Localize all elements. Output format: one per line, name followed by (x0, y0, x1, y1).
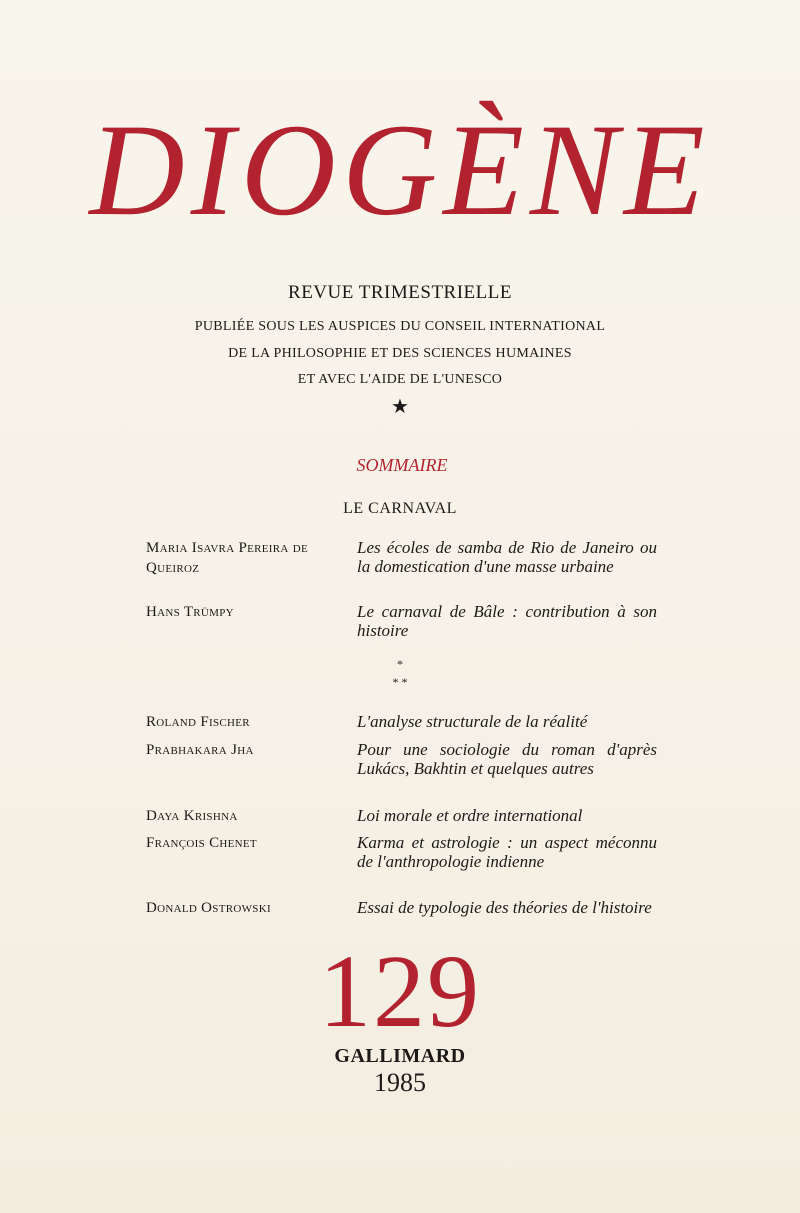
journal-title: DIOGÈNE (89, 96, 711, 243)
contents-author: François Chenet (146, 835, 257, 851)
contents-title: Karma et astrologie : un aspect méconnu de l'anthropologie indienne (357, 833, 657, 871)
publication-line-2: DE LA PHILOSOPHIE ET DES SCIENCES HUMAINES (228, 346, 572, 361)
star-icon: ★ (391, 396, 409, 418)
journal-subtitle: REVUE TRIMESTRIELLE (288, 282, 512, 303)
publication-line-1: PUBLIÉE SOUS LES AUSPICES DU CONSEIL INTERNATIONAL (194, 319, 606, 334)
contents-author: Roland Fischer (146, 714, 250, 730)
publication-year: 1985 (374, 1068, 426, 1097)
sommaire-heading: SOMMAIRE (356, 455, 448, 475)
contents-title: L'analyse structurale de la réalité (357, 712, 588, 731)
publisher-name: GALLIMARD (334, 1045, 466, 1067)
contents-author: Maria Isavra Pereira de Queiroz (146, 540, 308, 576)
issue-theme: LE CARNAVAL (343, 500, 457, 517)
contents-title: Pour une sociologie du roman d'après Lukács, Bakhtin et quelques autres (357, 740, 657, 778)
contents-author: Donald Ostrowski (146, 900, 271, 916)
contents-author: Daya Krishna (146, 808, 238, 824)
contents-title: Le carnaval de Bâle : contribution à son histoire (357, 602, 657, 640)
contents-author: Hans Trümpy (146, 604, 234, 620)
publication-line-3: ET AVEC L'AIDE DE L'UNESCO (297, 372, 503, 387)
contents-title: Loi morale et ordre international (357, 806, 583, 825)
issue-number: 129 (319, 934, 481, 1049)
contents-title: Essai de typologie des théories de l'histoire (357, 898, 652, 917)
separator-asterisk: * (397, 657, 403, 671)
separator-asterisks: * * (392, 675, 408, 689)
contents-author: Prabhakara Jha (146, 742, 254, 758)
contents-title: Les écoles de samba de Rio de Janeiro ou la domestication d'une masse urbaine (357, 538, 657, 576)
